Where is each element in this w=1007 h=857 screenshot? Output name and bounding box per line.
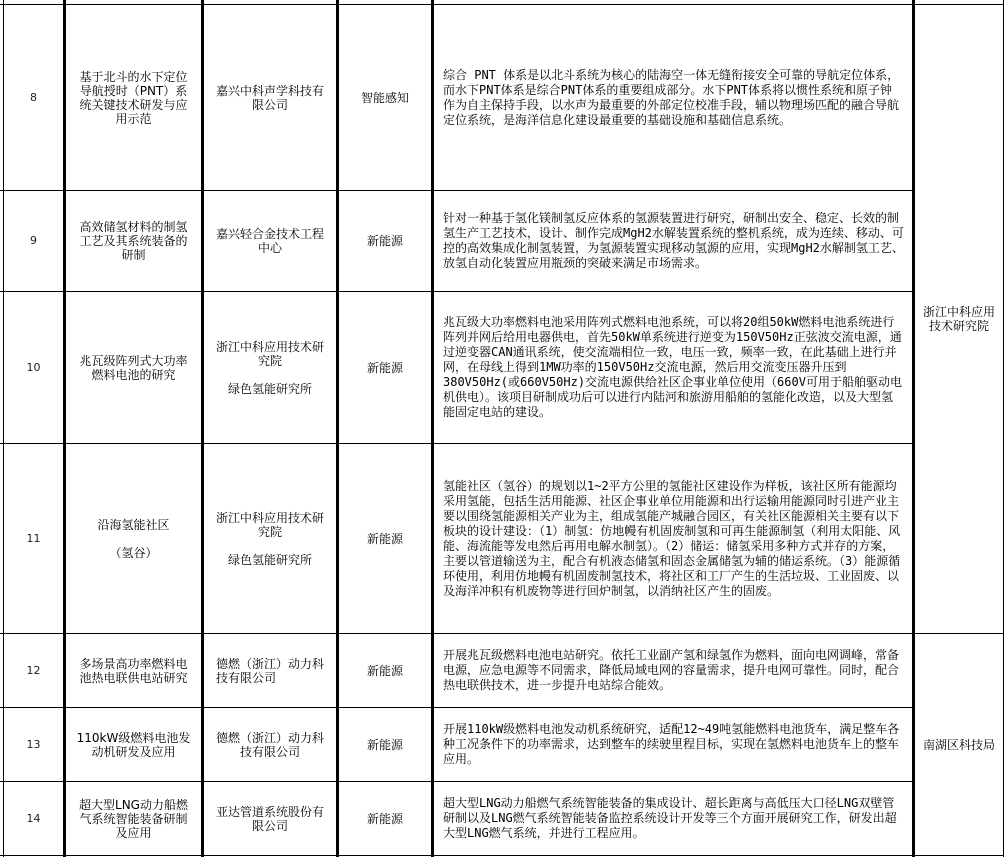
row-number-cell <box>4 292 63 443</box>
row-number: 12 <box>26 663 41 677</box>
company-cell <box>204 292 336 443</box>
project-title-cell <box>66 5 201 190</box>
company-line: 技有限公司 <box>215 670 276 685</box>
company-cell <box>204 5 336 190</box>
row-number-cell <box>4 191 63 291</box>
field-cell <box>339 708 431 781</box>
project-title-cell <box>66 782 201 855</box>
project-title-line: 110kW级燃料电池发 <box>76 730 191 745</box>
project-title-line: 气系统智能装备研制 <box>79 811 188 826</box>
description: 兆瓦级大功率燃料电池采用阵列式燃料电池系统，可以将20组50kW燃料电池系统进行阵列并网后给用电器供电，首先50kW单系统进行逆变为150V50Hz正弦波交流电源，通过逆变器CAN通讯系统，使交流端相位一致，电压一致，频率一致，在此基础上进行并网，在母线上得到1MW功率的150V50Hz交流电源，然后用交流变压器升压到380V50Hz(或660V50Hz)交流电源供给社区企事业单位使用（660V可用于船舶驱动电机供电）。该项目研制成功后可以进行内陆河和旅游用船舶的氢能化改造，以及大型氢能固定电站的建设。 <box>443 315 902 419</box>
field: 新能源 <box>366 531 403 546</box>
row-number: 10 <box>26 360 41 374</box>
project-title-line: 导航授时（PNT）系 <box>79 83 188 98</box>
field-cell <box>339 782 431 855</box>
project-title-cell <box>66 292 201 443</box>
description-cell <box>434 444 912 633</box>
field: 新能源 <box>366 811 403 826</box>
recommender-line: 浙江中科应用 <box>922 305 995 319</box>
company-cell <box>204 191 336 291</box>
project-title-cell <box>66 444 201 633</box>
field: 新能源 <box>366 360 403 375</box>
company-line: 浙江中科应用技术研 <box>215 510 324 525</box>
description-cell <box>434 5 912 190</box>
row-number-cell <box>4 5 63 190</box>
field-cell <box>339 292 431 443</box>
field-cell <box>339 634 431 707</box>
field: 新能源 <box>366 663 403 678</box>
row-number-cell <box>4 708 63 781</box>
field: 新能源 <box>366 234 403 248</box>
project-title-line: 及应用 <box>115 825 152 840</box>
row-number: 13 <box>26 737 41 751</box>
company-cell <box>204 444 336 633</box>
project-title-cell <box>66 708 201 781</box>
company-line: 限公司 <box>251 818 288 833</box>
field: 新能源 <box>366 737 403 752</box>
description-cell <box>434 782 912 855</box>
company-cell <box>204 708 336 781</box>
field-cell <box>339 444 431 633</box>
project-title-line: 多场景高功率燃料电 <box>79 656 188 671</box>
project-title-line: 高效储氢材料的制氢 <box>79 220 188 234</box>
recommender-cell <box>915 634 1003 855</box>
project-title-cell <box>66 634 201 707</box>
recommender-line: 技术研究院 <box>928 319 989 333</box>
description: 氢能社区（氢谷）的规划以1~2平方公里的氢能社区建设作为样板，该社区所有能源均采用氢能，包括生活用能源、社区企事业单位用能源和出行运输用能源同时引进产业主要以围绕氢能源相关产业为主，组成氢能产城融合园区，有关社区能源相关主要有以下板块的设计建设：（1）制氢：仿地幔有机固废制氢和可再生能源制氢（利用太阳能、风能、海流能等发电然后再用电解水制氢）。（2）储运：储氢采用多种方式并存的方案，主要以管道输送为主，配合有机液态储氢和固态金属储氢为辅的储运系统。（3）能源循环使用，利用仿地幔有机固废制氢技术，将社区和工厂产生的生活垃圾、工业固废、以及海洋冲积有机废物等进行回炉制氢，以消纳社区产生的固废。 <box>443 478 901 598</box>
company-line: 限公司 <box>251 97 288 112</box>
company-line-secondary: 绿色氢能研究所 <box>227 381 312 396</box>
row-number: 8 <box>30 90 37 104</box>
company-line-secondary: 绿色氢能研究所 <box>227 552 312 567</box>
row-number-cell <box>4 634 63 707</box>
row-number-cell <box>4 444 63 633</box>
project-title-line: 池热电联供电站研究 <box>79 670 188 685</box>
project-title-line: 基于北斗的水下定位 <box>79 69 188 84</box>
project-title-line: （氢谷） <box>109 545 158 560</box>
description: 针对一种基于氢化镁制氢反应体系的氢源装置进行研究，研制出安全、稳定、长效的制氢生产工艺技术，设计、制作完成MgH2水解装置系统的整机系统，成为连续、移动、可控的高效集成化制氢装置，为氢源装置实现移动氢源的应用，实现MgH2水解制氢工艺、放氢自动化装置应用瓶颈的突破来满足市场需求。 <box>443 211 904 270</box>
project-title-line: 动机研发及应用 <box>91 744 176 759</box>
field: 智能感知 <box>360 90 409 105</box>
description-cell <box>434 634 912 707</box>
company-line: 究院 <box>257 353 282 368</box>
description: 超大型LNG动力船燃气系统智能装备的集成设计、超长距离与高低压大口径LNG双壁管研制以及LNG燃气系统智能装备监控系统设计开发等三个方面开展研究工作，研发出超大型LNG燃气系统，并进行工程应用。 <box>443 796 897 840</box>
description-cell <box>434 708 912 781</box>
company-line: 嘉兴中科声学科技有 <box>215 83 324 98</box>
description-cell <box>434 191 912 291</box>
company-line: 德燃（浙江）动力科 <box>215 656 324 671</box>
project-title-line: 工艺及其系统装备的 <box>79 234 188 248</box>
row-border <box>0 855 1003 856</box>
field-cell <box>339 5 431 190</box>
project-title-cell <box>66 191 201 291</box>
row-number: 11 <box>26 531 41 545</box>
company-line: 嘉兴轻合金技术工程 <box>215 227 324 241</box>
recommender-line: 南湖区科技局 <box>922 737 995 752</box>
project-title-line: 统关键技术研发与应 <box>79 97 188 112</box>
description: 开展110kW级燃料电池发动机系统研究，适配12~49吨氢能燃料电池货车，满足整车各种工况条件下的功率需求，达到整车的续驶里程目标，实现在氢燃料电池货车上的整车应用。 <box>443 722 900 766</box>
project-title-line: 用示范 <box>115 111 152 126</box>
description: 开展兆瓦级燃料电池电站研究。依托工业副产氢和绿氢作为燃料，面向电网调峰，常备电源，应急电源等不同需求，降低局域电网的容量需求，提升电网可靠性。同时，配合热电联供技术，进一步提升电站综合能效。 <box>443 648 900 692</box>
company-line: 技有限公司 <box>239 744 300 759</box>
column-border <box>1003 0 1004 857</box>
project-title-line: 超大型LNG动力船燃 <box>79 797 188 812</box>
company-cell <box>204 782 336 855</box>
row-number: 14 <box>26 811 41 825</box>
project-title-line: 研制 <box>121 248 146 262</box>
field-cell <box>339 191 431 291</box>
row-number-cell <box>4 782 63 855</box>
company-cell <box>204 634 336 707</box>
company-line: 中心 <box>257 241 282 255</box>
company-line: 浙江中科应用技术研 <box>215 339 324 354</box>
row-number: 9 <box>30 234 37 247</box>
project-title-line: 燃料电池的研究 <box>91 367 176 382</box>
company-line: 德燃（浙江）动力科 <box>215 730 324 745</box>
project-title-line: 兆瓦级阵列式大功率 <box>79 353 188 368</box>
project-title-line: 沿海氢能社区 <box>97 517 170 532</box>
description: 综合 PNT 体系是以北斗系统为核心的陆海空一体无缝衔接安全可靠的导航定位体系，而水下PNT体系是综合PNT体系的重要组成部分。水下PNT体系将以惯性系统和原子钟作为自主保持手段，以水声为最重要的外部定位校准手段，辅以物理场匹配的融合导航定位系统，是海洋信息化建设最重要的基础设施和基础信息系统。 <box>443 67 900 127</box>
company-line: 究院 <box>257 524 282 539</box>
description-cell <box>434 292 912 443</box>
recommender-cell <box>915 5 1003 633</box>
company-line: 亚达管道系统股份有 <box>215 804 324 819</box>
